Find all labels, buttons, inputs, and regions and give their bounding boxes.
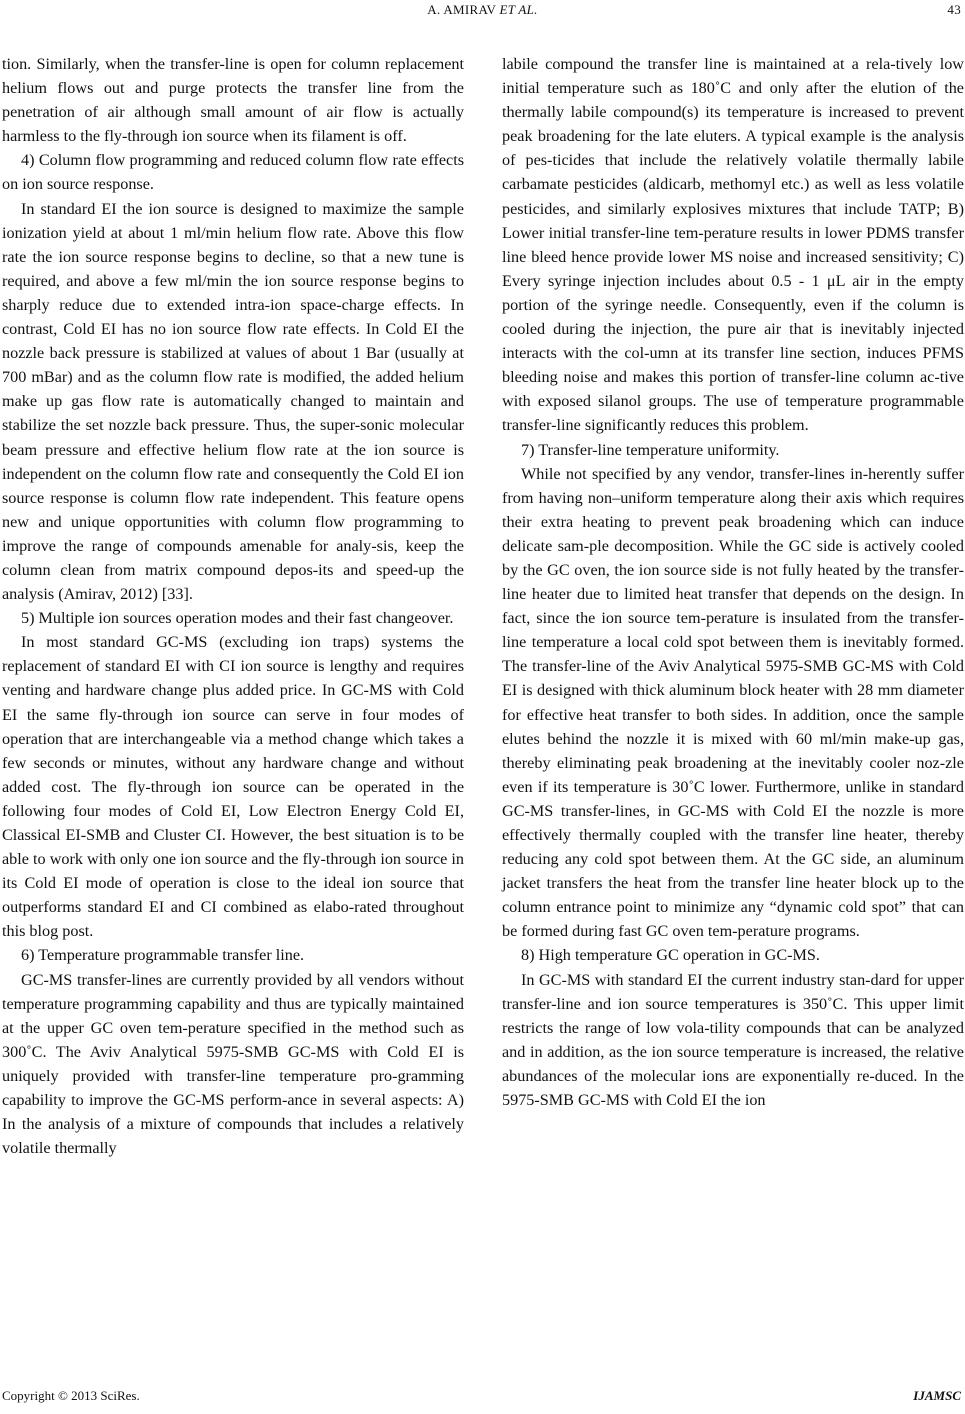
paragraph-labile-compounds: labile compound the transfer line is maintained at a rela-tively low initial temperature such as 180˚C and only after the elution of the thermally labile compound(s) its temperature is increased to prevent peak broadening for the late eluters. A typical example is the analysis of pes-ticides that include the relatively volatile thermally labile carbamate pesticides (aldicarb, methomyl etc.) as well as less volatile pesticides, and similarly explosives mixtures that include TATP; B) Lower initial transfer-line tem-perature results in lower PDMS transfer line bleed hence provide lower MS noise and increased sensitivity; C) Every syringe injection includes about 0.5 - 1 μL air in the empty portion of the syringe needle. Consequently, even if the column is cooled during the injection, the pure air that is inevitably injected interacts with the col-umn at its transfer line section, induces PFMS bleeding noise and makes this portion of transfer-line column ac-tive with exposed silanol groups. The use of temperature programmable transfer-line significantly reduces this problem. — [502, 55, 964, 435]
page-footer — [0, 1388, 965, 1408]
paragraph-ion-source-modes: In most standard GC-MS (excluding ion traps) systems the replacement of standard EI with CI ion source is lengthy and requires venting and hardware change plus added price. In GC-MS with Cold EI the same fly-through ion source can serve in four modes of operation that are interchangeable via a method change which takes a few seconds or minutes, without any hardware change and without added cost. The fly-through ion source can be operated in the following four modes of Cold EI, Low Electron Energy Cold EI, Classical EI-SMB and Cluster CI. However, the best situation is to be able to work with only one ion source and the fly-through ion source in its Cold EI mode of operation is close to the ideal ion source that outperforms standard EI and CI combined as elabo-rated throughout this blog post. — [2, 633, 464, 941]
running-head — [0, 0, 965, 24]
section-heading-high-temperature-gc: 8) High temperature GC operation in GC-MS. — [521, 946, 820, 965]
paragraph-temperature-uniformity: While not specified by any vendor, transfer-lines in-herently suffer from having non–uniform temperature along their axis which requires their extra heating to prevent peak broadening which can induce delicate sam-ple decomposition. While the GC side is actively cooled by the GC oven, the ion source side is not fully heated by the transfer-line heater due to limited heat transfer that depends on the design. In fact, since the ion source tem-perature is insulated from the transfer-line temperature a local cold spot between them is inevitably formed. The transfer-line of the Aviv Analytical 5975-SMB GC-MS with Cold EI is designed with thick aluminum block heater with 28 mm diameter for effective heat transfer to both sides. In addition, once the sample elutes behind the nozzle it is mixed with 60 ml/min make-up gas, thereby eliminating peak broadening at the inevitably cooler noz-zle even if its temperature is 30˚C lower. Furthermore, unlike in standard GC-MS transfer-lines, in GC-MS with Cold EI the nozzle is more effectively thermally coupled with the transfer line heater, thereby reducing any cold spot between them. At the GC side, an aluminum jacket transfers the heat from the transfer line heater block up to the column entrance point to minimize any “dynamic cold spot” that can be formed during fast GC oven tem-perature programs. — [502, 464, 964, 941]
section-heading-temperature-uniformity: 7) Transfer-line temperature uniformity. — [521, 440, 780, 459]
section-heading-column-flow: 4) Column flow programming and reduced column flow rate effects on ion source response. — [2, 151, 464, 194]
right-column — [502, 52, 964, 1112]
left-column — [2, 52, 464, 1160]
journal-abbreviation: IJAMSC — [913, 1388, 961, 1403]
author-et-al: ET AL. — [499, 2, 538, 17]
paragraph-high-temperature-gc: In GC-MS with standard EI the current industry stan-dard for upper transfer-line and ion source temperatures is 350˚C. This upper limit restricts the range of low vola-tility compounds that can be analyzed and in addition, as the ion source temperature is increased, the relative abundances of the molecular ions are exponentially re-duced. In the 5975-SMB GC-MS with Cold EI the ion — [502, 970, 964, 1110]
copyright-notice: Copyright © 2013 SciRes. — [2, 1388, 140, 1403]
section-heading-transfer-line-programming: 6) Temperature programmable transfer line. — [21, 946, 305, 965]
paragraph-standard-ei-flow: In standard EI the ion source is designed to maximize the sample ionization yield at about 1 ml/min helium flow rate. Above this flow rate the ion source response begins to decline, so that a new tune is required, and above a few ml/min the ion source response begins to sharply reduce due to extended intra-ion space-charge effects. In contrast, Cold EI has no ion source flow rate effects. In Cold EI the nozzle back pressure is stabilized at values of about 1 Bar (usually at 700 mBar) and as the column flow rate is modified, the added helium make up gas flow rate is automatically changed to maintain and stabilize the set nozzle back pressure. Thus, the super-sonic molecular beam pressure and effective helium flow rate at the ion source is independent on the column flow rate and consequently the Cold EI ion source response is column flow rate independent. This feature opens new and unique opportunities with column flow programming to improve the range of compounds amenable for analy-sis, keep the column clean from matrix compound depos-its and speed-up the analysis (Amirav, 2012) [33]. — [2, 199, 464, 604]
running-head-authors — [0, 2, 965, 18]
paragraph-transfer-line-programming: GC-MS transfer-lines are currently provided by all vendors without temperature programming capability and thus are typically maintained at the upper GC oven tem-perature specified in the method such as 300˚C. The Aviv Analytical 5975-SMB GC-MS with Cold EI is uniquely provided with transfer-line temperature pro-gramming capability to improve the GC-MS perform-ance in several aspects: A) In the analysis of a mixture of compounds that includes a relatively volatile thermally — [2, 970, 464, 1158]
page-number: 43 — [947, 2, 961, 17]
paragraph-continuation: tion. Similarly, when the transfer-line is open for column replacement helium flows out and purge protects the transfer line from the penetration of air although small amount of air flow is actually harmless to the fly-through ion source when its filament is off. — [2, 55, 464, 146]
author-name: A. AMIRAV — [427, 2, 496, 17]
section-heading-ion-source-modes: 5) Multiple ion sources operation modes and their fast changeover. — [21, 609, 454, 628]
